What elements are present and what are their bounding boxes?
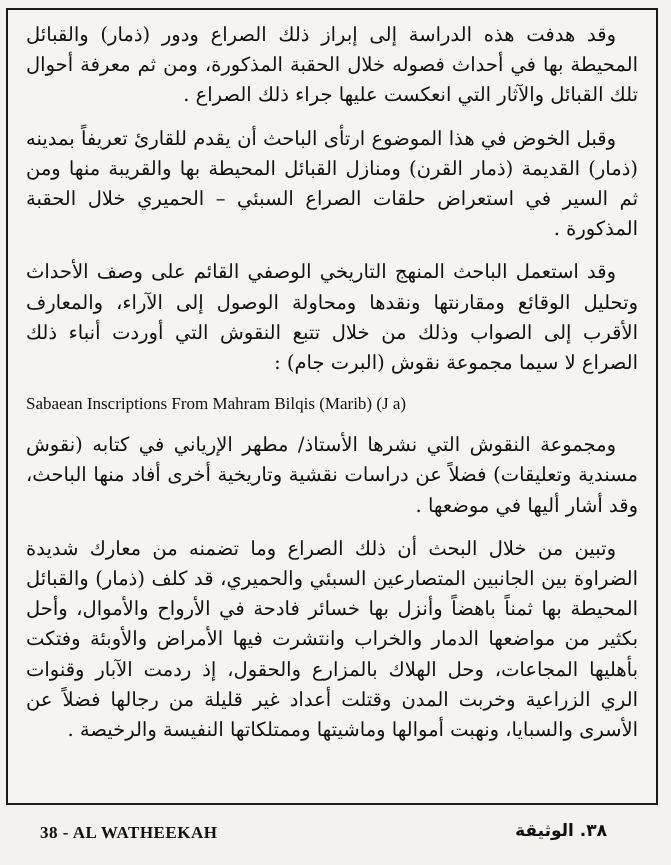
paragraph-sources: ومجموعة النقوش التي نشرها الأستاذ/ مطهر الإرياني في كتابه (نقوش مسندية وتعليقات) فضلاً عن دراسات نقشية وتاريخية أخرى أفاد منها الباحث، وقد أشار أليها في موضعها . [26, 433, 638, 517]
article-body [26, 20, 638, 793]
paragraph-study-aim: وقد هدفت هذه الدراسة إلى إبراز ذلك الصراع ودور (ذمار) والقبائل المحيطة بها في أحداث فصوله خلال الحقبة المذكورة، ومن ثم معرفة أحوال تلك القبائل والآثار التي انعكست عليها جراء ذلك الصراع . [26, 23, 638, 107]
paragraph-methodology: وقد استعمل الباحث المنهج التاريخي الوصفي القائم على وصف الأحداث وتحليل الوقائع ومقارنتها ونقدها ومحاولة الوصول إلى الآراء، والمعارف الأقرب إلى الصواب وذلك من خلال تتبع النقوش التي أوردت أنباء ذلك الصراع لا سيما مجموعة نقوش (البرت جام) : [26, 260, 638, 375]
latin-reference: Sabaean Inscriptions From Mahram Bilqis (Marib) (J a) [26, 394, 407, 414]
paragraph-introduction: وقبل الخوض في هذا الموضوع ارتأى الباحث أن يقدم للقارئ تعريفاً بمدينه (ذمار) القديمة (ذمار القرن) ومنازل القبائل المحيطة بها والقريبة منها ومن ثم السير في استعراض حلقات الصراع السبئي – الحميري خلال الحقبة المذكورة . [26, 126, 638, 241]
footer-page-label-arabic: ٣٨. الوثيقة [515, 821, 607, 841]
page-footer [0, 815, 671, 855]
text-frame [6, 8, 658, 805]
paragraph-findings: وتبين من خلال البحث أن ذلك الصراع وما تضمنه من معارك شديدة الضراوة بين الجانبين المتصارعين السبئي والحميري، قد كلف (ذمار) والقبائل المحيطة بها ثمناً باهضاً وأنزل بها خسائر فادحة في الأرواح والأموال، وأحل بكثير من مواضعها الدمار والخراب وانتشرت فيها الأمراض والأوبئة وفتكت بأهليها المجاعات، وحل الهلاك بالمزارع والحقول، إذ ردمت الآبار وقنوات الري الزراعية وخربت المدن وقتلت أعداد غير قليلة من رجالها فضلاً عن الأسرى والسبايا، ونهبت أموالها وماشيتها وممتلكاتها النفيسة والرخيصة . [26, 536, 638, 742]
footer-page-label-english: 38 - AL WATHEEKAH [40, 823, 218, 842]
